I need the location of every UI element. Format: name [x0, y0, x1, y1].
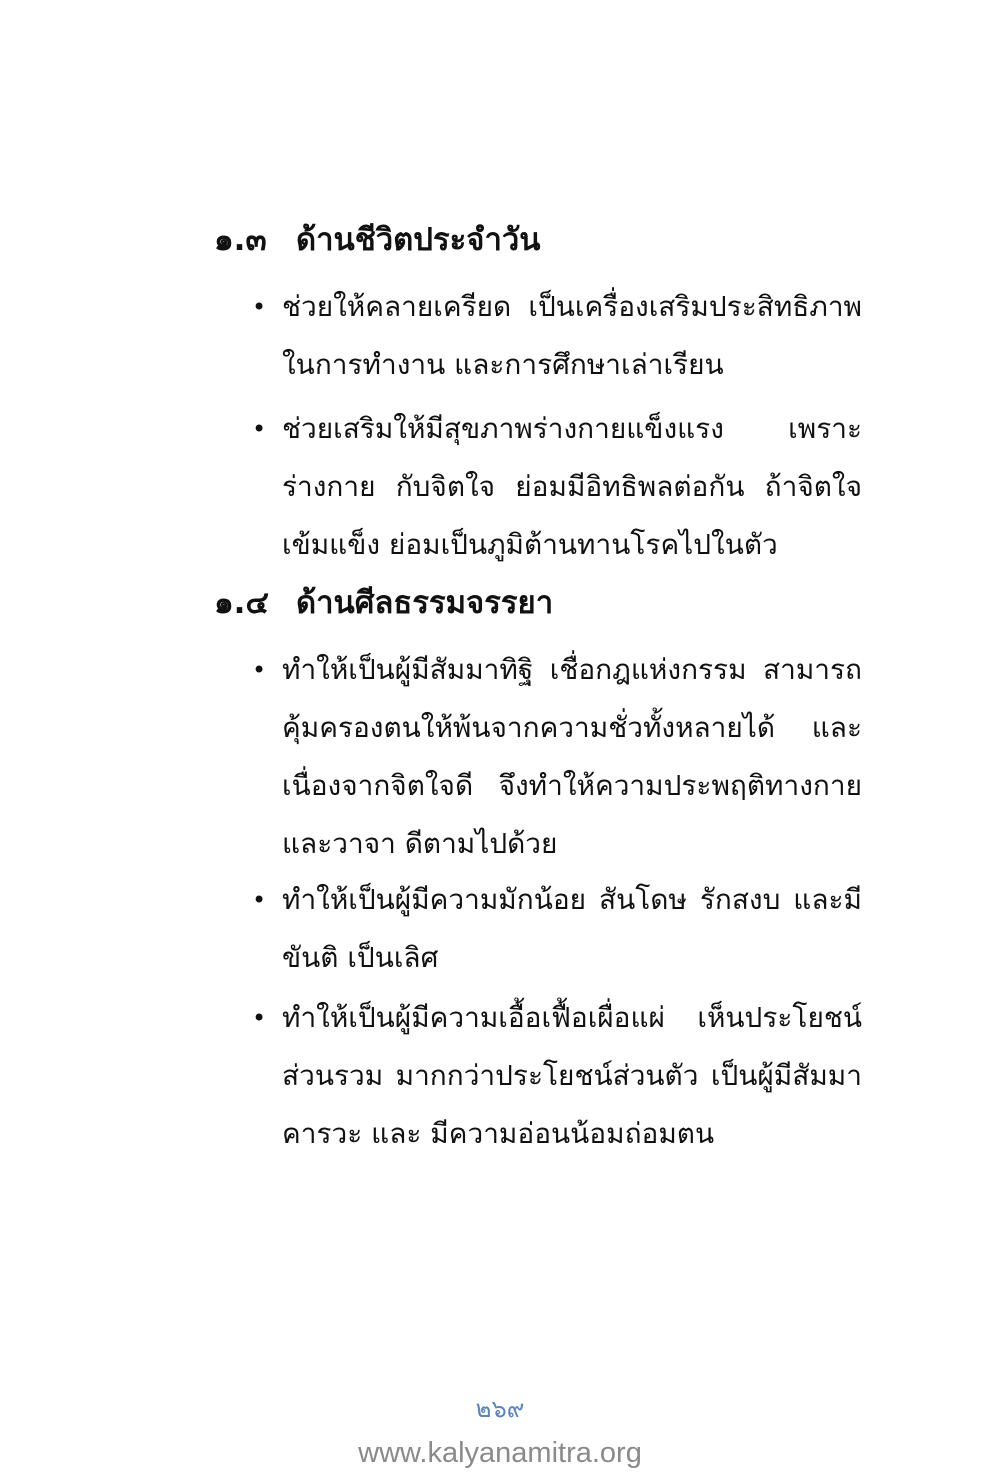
bullet-text: ช่วยเสริมให้มีสุขภาพร่างกายแข็งแรง เพราะร่างกาย กับจิตใจ ย่อมมีอิทธิพลต่อกัน ถ้าจิตใจเข้มแข็ง ย่อมเป็นภูมิต้านทานโรคไปในตัว [282, 412, 862, 561]
bullet-item [252, 278, 864, 394]
page-number: ๒๖๙ [475, 1395, 525, 1423]
bullet-icon: • [252, 886, 267, 914]
bullet-item [252, 871, 864, 987]
bullet-text: ช่วยให้คลายเครียด เป็นเครื่องเสริมประสิทธิภาพ ในการทำงาน และการศึกษาเล่าเรียน [282, 290, 862, 381]
bullet-icon: • [252, 415, 267, 443]
section-heading-1-4 [214, 585, 874, 622]
section-heading-1-3 [214, 222, 874, 259]
bullet-text: ทำให้เป็นผู้มีสัมมาทิฐิ เชื่อกฎแห่งกรรม สามารถ คุ้มครองตนให้พ้นจากความชั่วทั้งหลายได้ และ เนื่องจากจิตใจดี จึงทำให้ความประพฤติทางกาย และวาจา ดีตามไปด้วย [282, 653, 862, 860]
bullet-icon: • [252, 293, 267, 321]
section-number: ๑.๔ [214, 585, 269, 621]
section-title: ด้านชีวิตประจำวัน [296, 222, 541, 258]
bullet-text: ทำให้เป็นผู้มีความเอื้อเฟื้อเผื่อแผ่ เห็นประโยชน์ส่วนรวม มากกว่าประโยชน์ส่วนตัว เป็นผู้มีสัมมาคารวะ และ มีความอ่อนน้อมถ่อมตน [282, 1001, 862, 1150]
bullet-item [252, 641, 864, 873]
section-number: ๑.๓ [214, 222, 267, 258]
section-title: ด้านศีลธรรมจรรยา [296, 585, 554, 621]
bullet-text: ทำให้เป็นผู้มีความมักน้อย สันโดษ รักสงบ และมีขันติ เป็นเลิศ [282, 883, 862, 974]
website-url: www.kalyanamitra.org [358, 1437, 642, 1469]
bullet-icon: • [252, 656, 267, 684]
bullet-item [252, 989, 864, 1163]
bullet-item [252, 400, 864, 574]
bullet-icon: • [252, 1004, 267, 1032]
